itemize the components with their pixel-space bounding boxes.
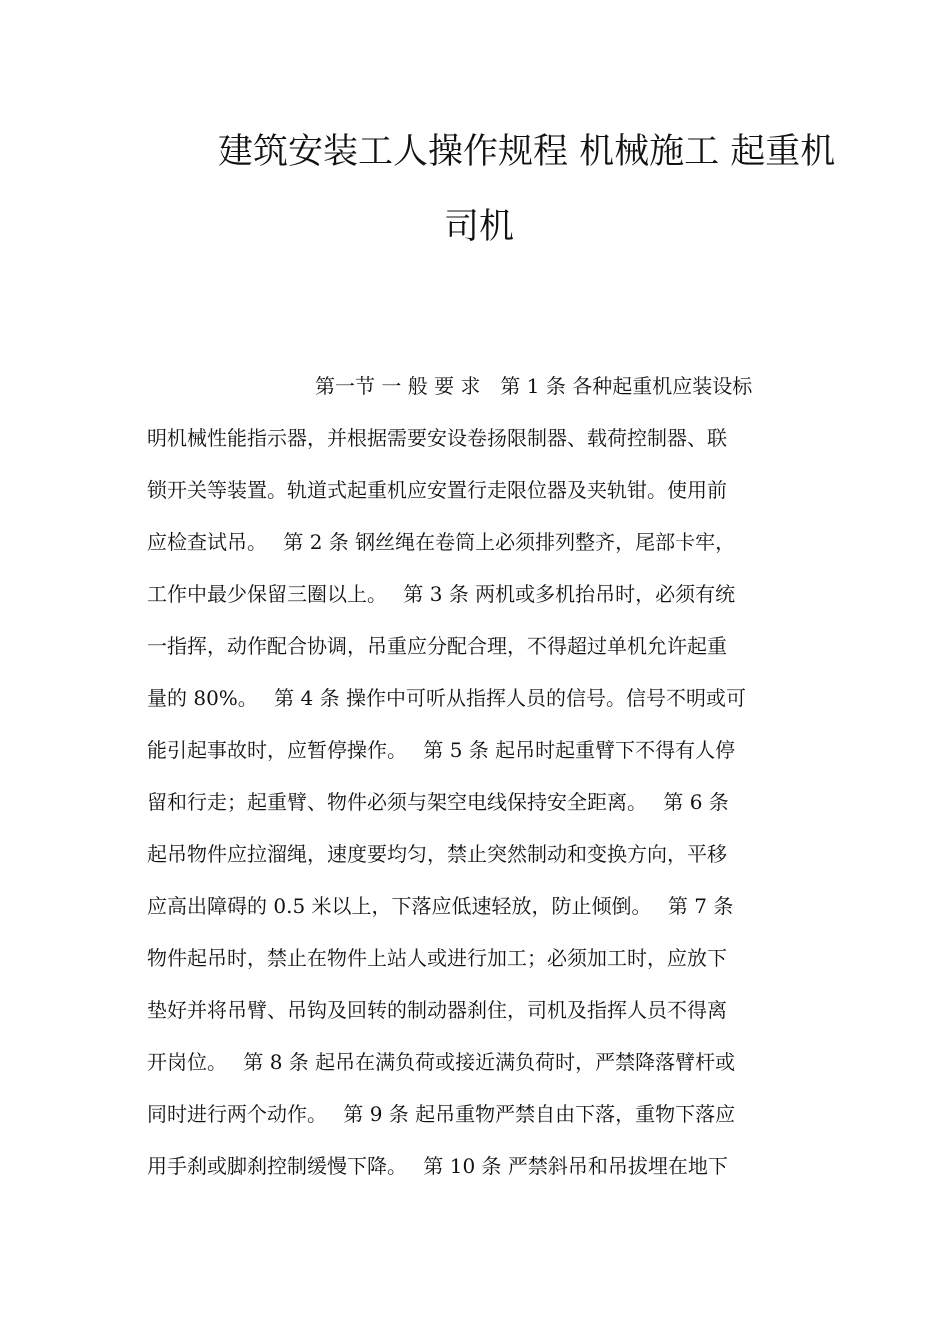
document-title-line-1: 建筑安装工人操作规程 机械施工 起重机	[218, 132, 836, 172]
body-line: 应检查试吊。 第 2 条 钢丝绳在卷筒上必须排列整齐，尾部卡牢，	[147, 530, 736, 554]
body-line: 同时进行两个动作。 第 9 条 起吊重物严禁自由下落，重物下落应	[147, 1102, 736, 1126]
body-line: 能引起事故时，应暂停操作。 第 5 条 起吊时起重臂下不得有人停	[147, 738, 736, 762]
body-line: 第一节 一 般 要 求 第 1 条 各种起重机应装设标	[315, 374, 753, 398]
document-body	[147, 360, 807, 1192]
body-line: 开岗位。 第 8 条 起吊在满负荷或接近满负荷时，严禁降落臂杆或	[147, 1050, 736, 1074]
body-line: 一指挥，动作配合协调，吊重应分配合理，不得超过单机允许起重	[147, 634, 727, 658]
body-line: 起吊物件应拉溜绳，速度要均匀，禁止突然制动和变换方向，平移	[147, 842, 727, 866]
body-line: 应高出障碍的 0.5 米以上，下落应低速轻放，防止倾倒。 第 7 条	[147, 894, 734, 918]
body-line: 用手刹或脚刹控制缓慢下降。 第 10 条 严禁斜吊和吊拔埋在地下	[147, 1154, 728, 1178]
body-line: 明机械性能指示器，并根据需要安设卷扬限制器、载荷控制器、联	[147, 426, 727, 450]
document-title-line-2: 司机	[444, 207, 515, 247]
body-line: 垫好并将吊臂、吊钩及回转的制动器刹住，司机及指挥人员不得离	[147, 998, 727, 1022]
body-line: 量的 80%。 第 4 条 操作中可听从指挥人员的信号。信号不明或可	[147, 686, 746, 710]
body-line: 工作中最少保留三圈以上。 第 3 条 两机或多机抬吊时，必须有统	[147, 582, 736, 606]
body-line: 物件起吊时，禁止在物件上站人或进行加工；必须加工时，应放下	[147, 946, 727, 970]
body-line: 留和行走；起重臂、物件必须与架空电线保持安全距离。 第 6 条	[147, 790, 729, 814]
body-line: 锁开关等装置。轨道式起重机应安置行走限位器及夹轨钳。使用前	[147, 478, 727, 502]
